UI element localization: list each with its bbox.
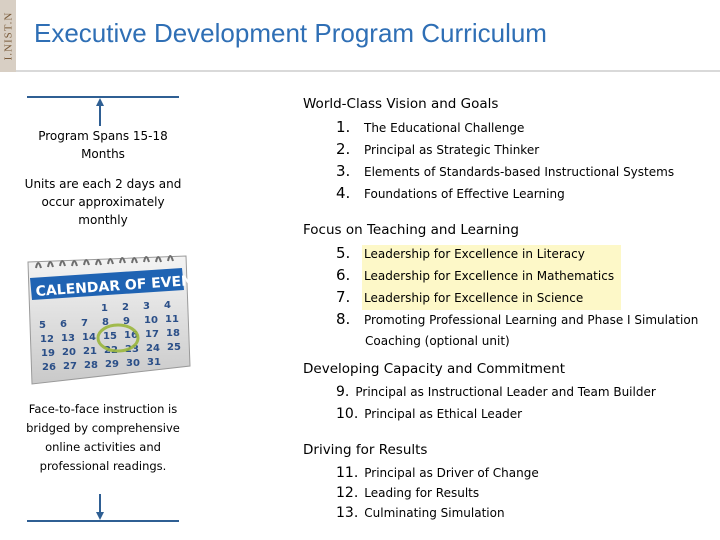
list-item: 9. Principal as Instructional Leader and Team Builder — [336, 384, 656, 400]
list-item: 3. Elements of Standards-based Instructional Systems — [336, 162, 675, 180]
program-span-text: Program Spans 15-18 Months — [38, 129, 168, 161]
calendar-day: 26 — [42, 362, 56, 373]
list-item: 1. The Educational Challenge — [336, 118, 525, 136]
calendar-day: 23 — [125, 344, 139, 355]
calendar-day: 18 — [166, 328, 180, 339]
list-item: 10. Principal as Ethical Leader — [336, 406, 523, 422]
calendar-day: 24 — [146, 343, 160, 354]
list-item: 4. Foundations of Effective Learning — [336, 184, 565, 202]
calendar-image — [22, 254, 213, 386]
calendar-day: 16 — [124, 330, 138, 341]
calendar-day: 10 — [144, 315, 158, 326]
section-title-teaching: Focus on Teaching and Learning — [303, 222, 519, 238]
bottom-bracket-line — [27, 520, 179, 522]
calendar-day: 28 — [84, 360, 98, 371]
calendar-day: 25 — [167, 342, 181, 353]
list-item: 8. Promoting Professional Learning and Phase I Simulation — [336, 310, 699, 328]
list-item-continuation: Coaching (optional unit) — [365, 334, 510, 348]
calendar-day: 19 — [41, 348, 55, 359]
calendar-day: 3 — [143, 301, 150, 312]
list-item: 7. Leadership for Excellence in Science — [336, 288, 584, 306]
logo-text: I.NIST.N — [2, 11, 15, 61]
calendar-day: 6 — [60, 319, 67, 330]
calendar-day: 13 — [61, 333, 75, 344]
calendar-day: 12 — [40, 334, 54, 345]
arrow-up-icon — [96, 98, 104, 126]
calendar-day: 21 — [83, 346, 97, 357]
slide-header — [0, 0, 720, 72]
calendar-day: 17 — [145, 329, 159, 340]
calendar-day: 20 — [62, 347, 76, 358]
calendar-day: 27 — [63, 361, 77, 372]
list-item: 2. Principal as Strategic Thinker — [336, 140, 540, 158]
calendar-day: 31 — [147, 357, 161, 368]
calendar-day: 29 — [105, 359, 119, 370]
calendar-day: 4 — [164, 300, 171, 311]
section-title-capacity: Developing Capacity and Commitment — [303, 361, 566, 377]
calendar-day: 2 — [122, 302, 129, 313]
list-item: 12. Leading for Results — [336, 485, 480, 501]
title-divider — [16, 70, 720, 72]
calendar-day: 15 — [103, 331, 117, 342]
section-title-results: Driving for Results — [303, 442, 428, 458]
calendar-day: 11 — [165, 314, 179, 325]
calendar-day: 14 — [82, 332, 96, 343]
section-title-vision: World-Class Vision and Goals — [303, 96, 499, 112]
calendar-day: 1 — [101, 303, 108, 314]
calendar-day: 30 — [126, 358, 140, 369]
arrow-down-icon — [96, 494, 104, 520]
list-item: 5. Leadership for Excellence in Literacy — [336, 244, 585, 262]
logo — [0, 0, 16, 72]
units-text: Units are each 2 days and occur approximately monthly — [24, 177, 182, 227]
list-item: 13. Culminating Simulation — [336, 505, 505, 521]
calendar-day: 22 — [104, 345, 118, 356]
calendar-day: 8 — [102, 317, 109, 328]
calendar-banner: CALENDAR OF EVENTS — [35, 271, 213, 300]
list-item: 6. Leadership for Excellence in Mathematics — [336, 266, 615, 284]
calendar-day: 5 — [39, 320, 46, 331]
page-title: Executive Development Program Curriculum — [34, 18, 547, 48]
calendar-day: 7 — [81, 318, 88, 329]
list-item: 11. Principal as Driver of Change — [336, 465, 539, 481]
calendar-day: 9 — [123, 316, 130, 327]
delivery-text: Face-to-face instruction is bridged by comprehensive online activities and professional readings. — [26, 402, 180, 473]
